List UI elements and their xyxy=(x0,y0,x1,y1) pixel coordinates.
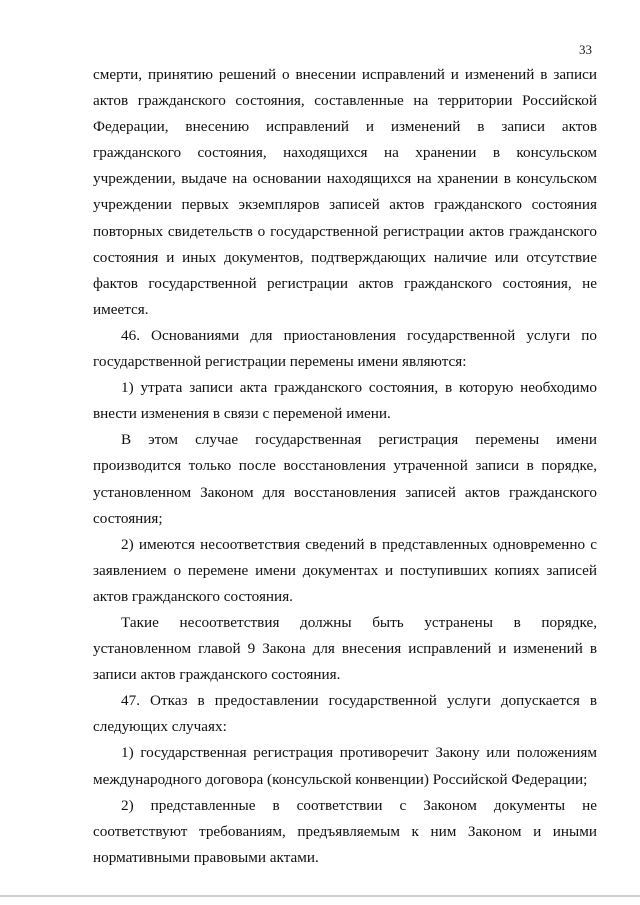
paragraph-46-item-2: 2) имеются несоответствия сведений в представленных одновременно с заявлением о перемене имени документах и поступивших копиях записей актов гражданского состояния. xyxy=(93,535,597,605)
paragraph-46-item-1-note: В этом случае государственная регистрация перемены имени производится только после восстановления утраченной записи в порядке, установленном Законом для восстановления записей актов гражданского состояния; xyxy=(93,431,597,527)
paragraph-47-item-2: 2) представленные в соответствии с Законом документы не соответствуют требованиям, предъявляемым к ним Законом и иными нормативными правовыми актами. xyxy=(93,796,597,866)
paragraph-47: 47. Отказ в предоставлении государственной услуги допускается в следующих случаях: xyxy=(93,692,597,736)
page-number: 33 xyxy=(579,42,592,57)
paragraph-47-item-1: 1) государственная регистрация противоречит Закону или положениям международного договора (консульской конвенции) Российской Федерации; xyxy=(93,744,597,788)
paragraph-46: 46. Основаниями для приостановления государственной услуги по государственной регистрации перемены имени являются: xyxy=(93,326,597,371)
scan-bottom-edge xyxy=(0,895,640,897)
paragraph-continuation: смерти, принятию решений о внесении исправлений и изменений в записи актов гражданского состояния, составленные на территории Российской Федерации, внесению исправлений и изменений в записи актов гражданского состояния, находящихся на хранении в консульском учреждении, выдаче на основании находящихся на хранении в консульском учреждении первых экземпляров записей актов гражданского состояния повторных свидетельств о государственной регистрации актов гражданского состояния и иных документов, подтверждающих наличие или отсутствие фактов государственной регистрации актов гражданского состояния, не имеется. xyxy=(93,66,597,318)
document-body xyxy=(93,62,597,871)
paragraph-46-item-1: 1) утрата записи акта гражданского состояния, в которую необходимо внести изменения в связи с переменой имени. xyxy=(93,379,597,423)
paragraph-46-item-2-note: Такие несоответствия должны быть устранены в порядке, установленном главой 9 Закона для внесения исправлений и изменений в записи актов гражданского состояния. xyxy=(93,613,597,684)
